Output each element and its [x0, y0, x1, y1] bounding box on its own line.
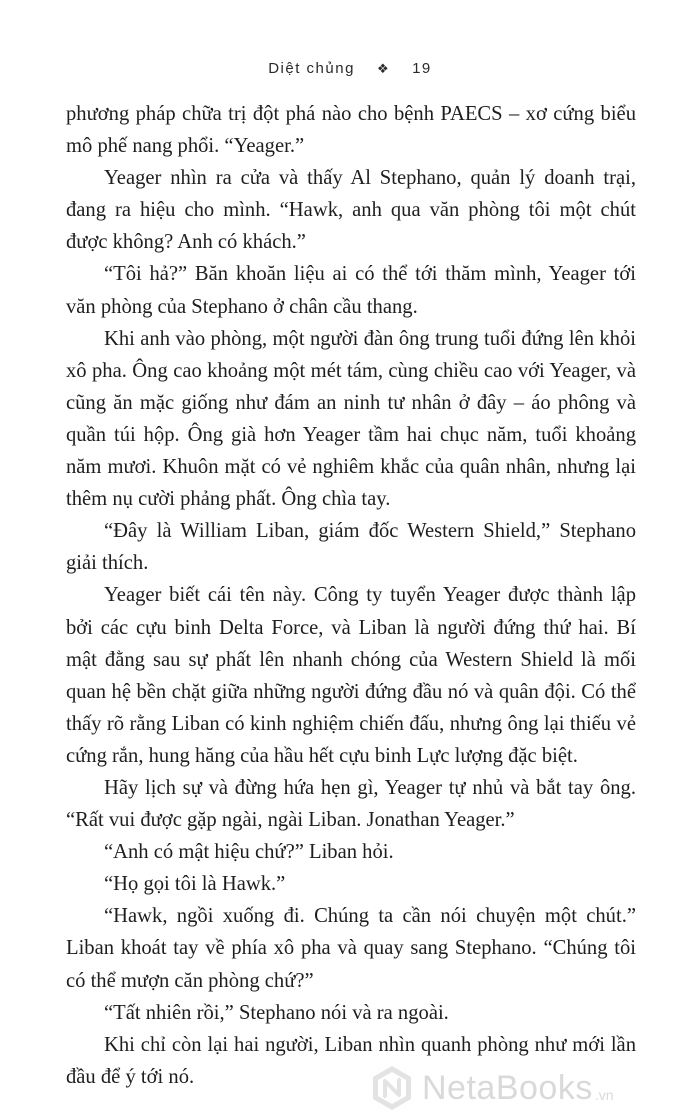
chapter-title: Diệt chủng [268, 60, 355, 77]
paragraph: Khi anh vào phòng, một người đàn ông trung tuổi đứng lên khỏi xô pha. Ông cao khoảng một mét tám, cùng chiều cao với Yeager, và cũng ăn mặc giống như đám an ninh tư nhân ở đây – áo phông và quần túi hộp. Ông già hơn Yeager tầm hai chục năm, tuổi khoảng năm mươi. Khuôn mặt có vẻ nghiêm khắc của quân nhân, nhưng lại thêm nụ cười phảng phất. Ông chìa tay. [66, 327, 636, 511]
paragraph: Yeager biết cái tên này. Công ty tuyển Yeager được thành lập bởi các cựu binh Delta Force, và Liban là người đứng thứ hai. Bí mật đằng sau sự phất lên nhanh chóng của Western Shield là mối quan hệ bền chặt giữa những người đứng đầu nó và quân đội. Có thể thấy rõ rằng Liban có kinh nghiệm chiến đấu, nhưng ông lại thiếu vẻ cứng rắn, hung hăng của hầu hết cựu binh Lực lượng đặc biệt. [66, 584, 636, 767]
netabooks-logo-icon [368, 1064, 416, 1112]
watermark-text: NetaBooks [422, 1068, 593, 1107]
paragraph: “Anh có mật hiệu chứ?” Liban hỏi. [104, 841, 394, 864]
paragraph: “Tôi hả?” Băn khoăn liệu ai có thể tới thăm mình, Yeager tới văn phòng của Stephano ở chân cầu thang. [66, 263, 636, 318]
diamond-separator-icon: ❖ [376, 61, 391, 76]
page-body [66, 98, 636, 1093]
watermark [368, 1064, 688, 1112]
paragraph: “Hawk, ngồi xuống đi. Chúng ta cần nói chuyện một chút.” Liban khoát tay về phía xô pha và quay sang Stephano. “Chúng tôi có thể mượn căn phòng chứ?” [66, 905, 636, 992]
watermark-suffix: .vn [594, 1087, 614, 1103]
paragraph: Khi chỉ còn lại hai người, Liban nhìn quanh phòng như mới lần đầu để ý tới nó. [66, 1033, 636, 1088]
page-number: 19 [412, 60, 432, 77]
paragraph: “Đây là William Liban, giám đốc Western Shield,” Stephano giải thích. [66, 520, 636, 575]
running-header [0, 60, 700, 77]
paragraph: “Họ gọi tôi là Hawk.” [104, 873, 286, 896]
paragraph: Hãy lịch sự và đừng hứa hẹn gì, Yeager tự nhủ và bắt tay ông. “Rất vui được gặp ngài, ngài Liban. Jonathan Yeager.” [66, 776, 636, 832]
paragraph: “Tất nhiên rồi,” Stephano nói và ra ngoài. [104, 1001, 449, 1024]
paragraph-continued: phương pháp chữa trị đột phá nào cho bệnh PAECS – xơ cứng biểu mô phế nang phổi. “Yeager.” [66, 103, 636, 158]
paragraph: Yeager nhìn ra cửa và thấy Al Stephano, quản lý doanh trại, đang ra hiệu cho mình. “Hawk, anh qua văn phòng tôi một chút được không? Anh có khách.” [66, 167, 636, 254]
